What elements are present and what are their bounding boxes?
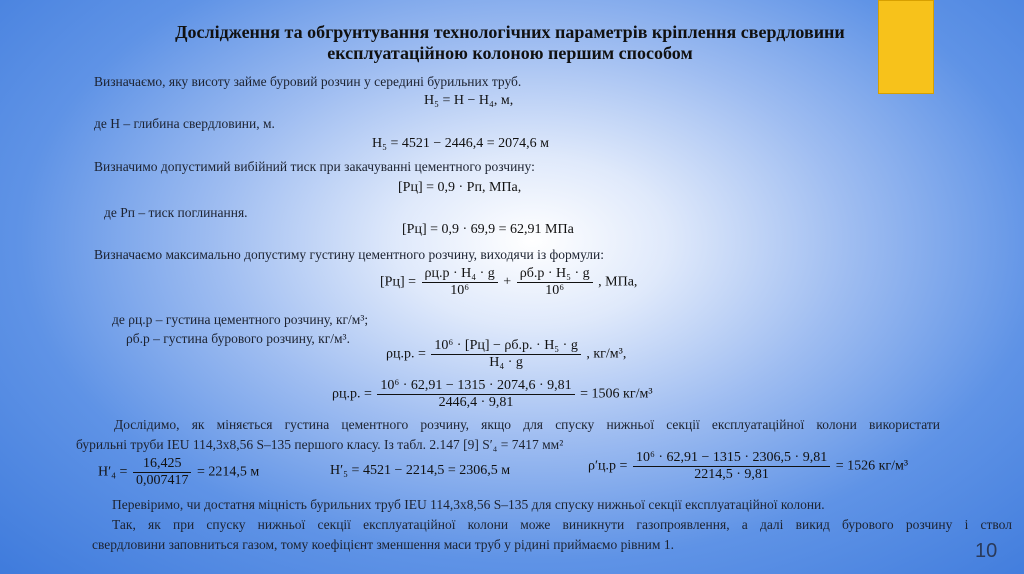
eq5-fraction-1 xyxy=(422,266,498,299)
eq5-fraction-2-numerator: ρб.р · H₅ · g xyxy=(517,266,593,283)
equation-5 xyxy=(380,266,637,299)
title-line-2: експлуатаційною колоною першим способом xyxy=(327,43,693,63)
equation-2: H₅ = 4521 − 2446,4 = 2074,6 м xyxy=(372,136,550,151)
eq8-lhs: H′₄ = xyxy=(98,464,128,480)
equation-10 xyxy=(588,450,908,483)
paragraph-7: ρб.р – густина бурового розчину, кг/м³. xyxy=(126,331,350,346)
eq10-denominator: 2214,5 · 9,81 xyxy=(694,467,769,482)
paragraph-10: Перевіримо, чи достатня міцність бурильних труб IEU 114,3х8,56 S–135 для спуску нижньої секції експлуатаційної колони. xyxy=(112,497,825,512)
eq8-fraction xyxy=(133,456,192,489)
paragraph-2: де H – глибина свердловини, м. xyxy=(94,116,275,131)
eq5-fraction-2 xyxy=(517,266,593,299)
eq6-denominator: H₄ · g xyxy=(489,355,523,370)
eq7-fraction xyxy=(377,378,574,411)
eq10-result: = 1526 кг/м³ xyxy=(835,458,909,474)
slide-title xyxy=(80,22,940,64)
eq5-fraction-2-denominator: 10⁶ xyxy=(545,283,565,298)
eq5-plus: + xyxy=(503,274,512,290)
eq7-numerator: 10⁶ · 62,91 − 1315 · 2074,6 · 9,81 xyxy=(377,378,574,395)
equation-1: H₅ = H − H₄, м, xyxy=(424,93,514,108)
eq10-lhs: ρ′ц.р = xyxy=(588,458,628,474)
eq10-numerator: 10⁶ · 62,91 − 1315 · 2306,5 · 9,81 xyxy=(633,450,830,467)
equation-4: [Pц] = 0,9 · 69,9 = 62,91 МПа xyxy=(402,222,574,237)
eq5-unit: , МПа, xyxy=(598,274,638,290)
paragraph-9: бурильні труби IEU 114,3х8,56 S–135 першого класу. Із табл. 2.147 [9] S′₄ = 7417 мм² xyxy=(76,437,564,452)
title-line-1: Дослідження та обгрунтування технологічних параметрів кріплення свердловини xyxy=(175,22,845,42)
paragraph-3: Визначимо допустимий вибійний тиск при закачуванні цементного розчину: xyxy=(94,159,535,174)
equation-9: H′₅ = 4521 − 2214,5 = 2306,5 м xyxy=(330,463,511,478)
paragraph-6: де ρц.р – густина цементного розчину, кг/м³; xyxy=(112,312,369,327)
eq10-fraction xyxy=(633,450,830,483)
eq8-numerator: 16,425 xyxy=(133,456,192,473)
eq7-lhs: ρц.р. = xyxy=(332,386,372,402)
paragraph-8: Дослідимо, як міняється густина цементного розчину, якщо для спуску нижньої секції експлуатаційної колони використати xyxy=(114,417,940,432)
equation-3: [Pц] = 0,9 · Pп, МПа, xyxy=(398,180,522,195)
eq5-fraction-1-numerator: ρц.р · H₄ · g xyxy=(422,266,498,283)
eq6-fraction xyxy=(431,338,580,371)
eq5-fraction-1-denominator: 10⁶ xyxy=(450,283,470,298)
paragraph-12: свердловини заповниться газом, тому коефіцієнт зменшення маси труб у рідині приймаємо рівним 1. xyxy=(92,537,674,552)
eq5-lhs: [Pц] = xyxy=(380,274,416,290)
eq6-unit: , кг/м³, xyxy=(586,346,627,362)
eq8-denominator: 0,007417 xyxy=(135,473,189,488)
eq8-result: = 2214,5 м xyxy=(196,464,260,480)
equation-8 xyxy=(98,456,259,489)
equation-7 xyxy=(332,378,653,411)
paragraph-11: Так, як при спуску нижньої секції експлуатаційної колони може виникнути газопроявлення, а далі викид бурового розчину і ствол xyxy=(112,517,1012,532)
equation-6 xyxy=(386,338,626,371)
paragraph-1: Визначаємо, яку висоту займе буровий розчин у середині бурильних труб. xyxy=(94,74,522,89)
paragraph-5: Визначаємо максимально допустиму густину цементного розчину, виходячи із формули: xyxy=(94,247,605,262)
page-number: 10 xyxy=(975,540,998,562)
eq6-lhs: ρц.р. = xyxy=(386,346,426,362)
paragraph-4: де Pп – тиск поглинання. xyxy=(104,205,248,220)
eq6-numerator: 10⁶ · [Pц] − ρб.р. · H₅ · g xyxy=(431,338,580,355)
eq7-denominator: 2446,4 · 9,81 xyxy=(438,395,514,410)
eq7-result: = 1506 кг/м³ xyxy=(580,386,653,402)
